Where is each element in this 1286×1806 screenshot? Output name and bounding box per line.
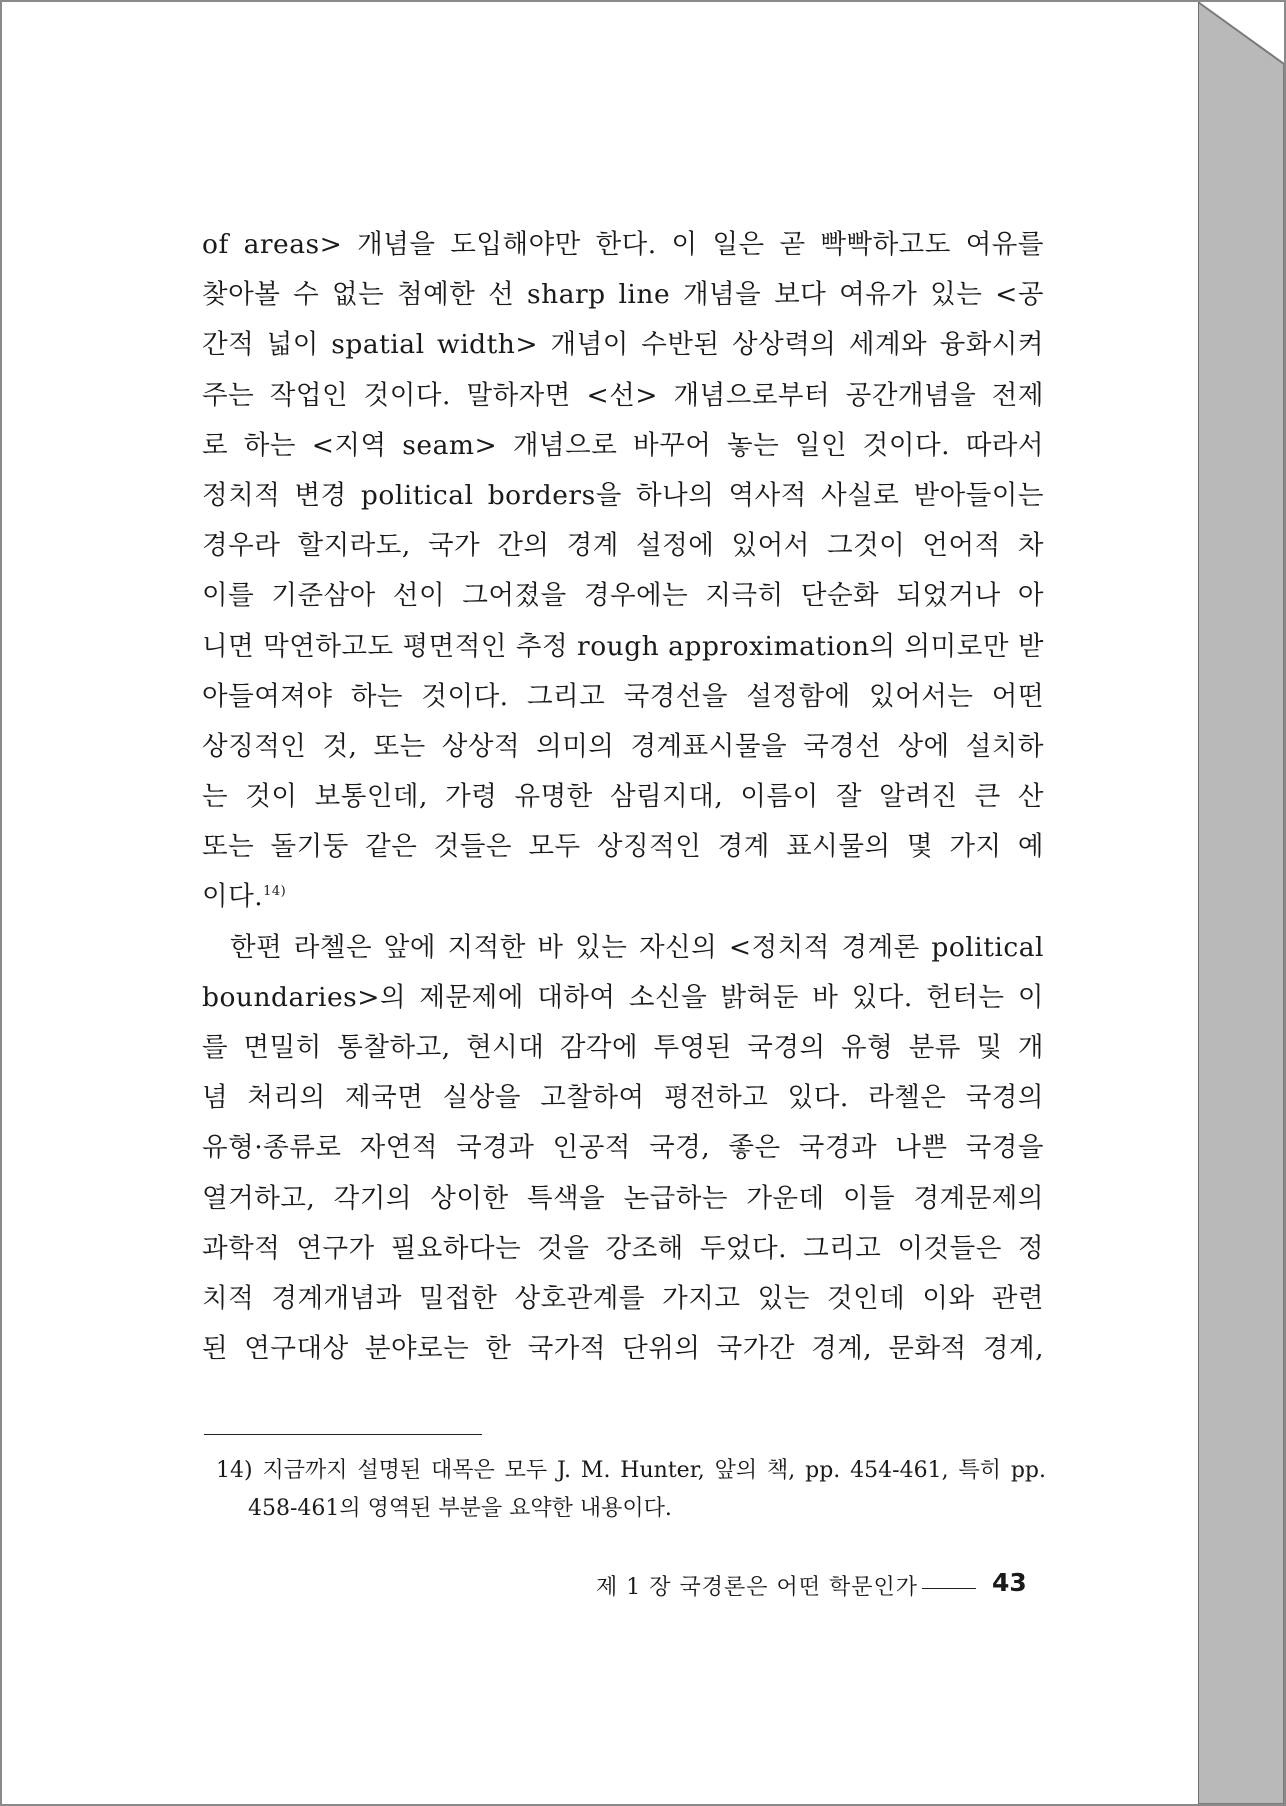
body-line: 한편 라첼은 앞에 지적한 바 있는 자신의 <정치적 경계론 political [230, 931, 1044, 963]
body-line: 아들여져야 하는 것이다. 그리고 국경선을 설정함에 있어서는 어떤 [202, 680, 1044, 712]
body-line: 과학적 연구가 필요하다는 것을 강조해 두었다. 그리고 이것들은 정 [202, 1232, 1044, 1264]
footnote-reference: 14) [263, 884, 287, 900]
body-line: 니면 막연하고도 평면적인 추정 rough approximation의 의미로만 받 [202, 630, 1044, 662]
body-line: 된 연구대상 분야로는 한 국가적 단위의 국가간 경계, 문화적 경계, [202, 1333, 1044, 1365]
footnote-line: 458-461의 영역된 부분을 요약한 내용이다. [248, 1496, 672, 1521]
page-number: 43 [992, 1568, 1027, 1597]
body-line: 열거하고, 각기의 상이한 특색을 논급하는 가운데 이들 경계문제의 [202, 1182, 1044, 1214]
body-line: 이다. [202, 881, 264, 913]
body-line: 로 하는 <지역 seam> 개념으로 바꾸어 놓는 일인 것이다. 따라서 [202, 429, 1044, 461]
body-line: 념 처리의 제국면 실상을 고찰하여 평전하고 있다. 라첼은 국경의 [202, 1082, 1044, 1114]
body-line: 유형·종류로 자연적 국경과 인공적 국경, 좋은 국경과 나쁜 국경을 [202, 1132, 1044, 1164]
body-line: boundaries>의 제문제에 대하여 소신을 밝혀둔 바 있다. 헌터는 이 [202, 981, 1044, 1013]
body-line: 는 것이 보통인데, 가령 유명한 삼림지대, 이름이 잘 알려진 큰 산 [202, 781, 1044, 813]
body-line: 주는 작업인 것이다. 말하자면 <선> 개념으로부터 공간개념을 전제 [202, 379, 1044, 411]
body-line: 또는 돌기둥 같은 것들은 모두 상징적인 경계 표시물의 몇 가지 예 [202, 831, 1044, 863]
body-line: 이를 기준삼아 선이 그어졌을 경우에는 지극히 단순화 되었거나 아 [202, 580, 1044, 612]
body-line: 를 면밀히 통찰하고, 현시대 감각에 투영된 국경의 유형 분류 및 개 [202, 1032, 1044, 1063]
body-line: 정치적 변경 political borders을 하나의 역사적 사실로 받아들이는 [202, 479, 1044, 511]
body-line: 상징적인 것, 또는 상상적 의미의 경계표시물을 국경선 상에 설치하 [202, 730, 1044, 762]
body-line: of areas> 개념을 도입해야만 한다. 이 일은 곧 빡빡하고도 여유를 [202, 229, 1044, 260]
body-line: 치적 경계개념과 밀접한 상호관계를 가지고 있는 것인데 이와 관련 [202, 1282, 1044, 1314]
body-line: 간적 넓이 spatial width> 개념이 수반된 상상력의 세계와 융화시켜 [202, 329, 1044, 361]
body-line: 경우라 할지라도, 국가 간의 경계 설정에 있어서 그것이 언어적 차 [202, 530, 1044, 562]
chapter-title: 제 1 장 국경론은 어떤 학문인가 [596, 1575, 918, 1600]
body-line: 찾아볼 수 없는 첨예한 선 sharp line 개념을 보다 여유가 있는 <공 [202, 279, 1044, 311]
footnote-line: 14) 지금까지 설명된 대목은 모두 J. M. Hunter, 앞의 책, pp. 454-461, 특히 pp. [216, 1458, 1046, 1483]
